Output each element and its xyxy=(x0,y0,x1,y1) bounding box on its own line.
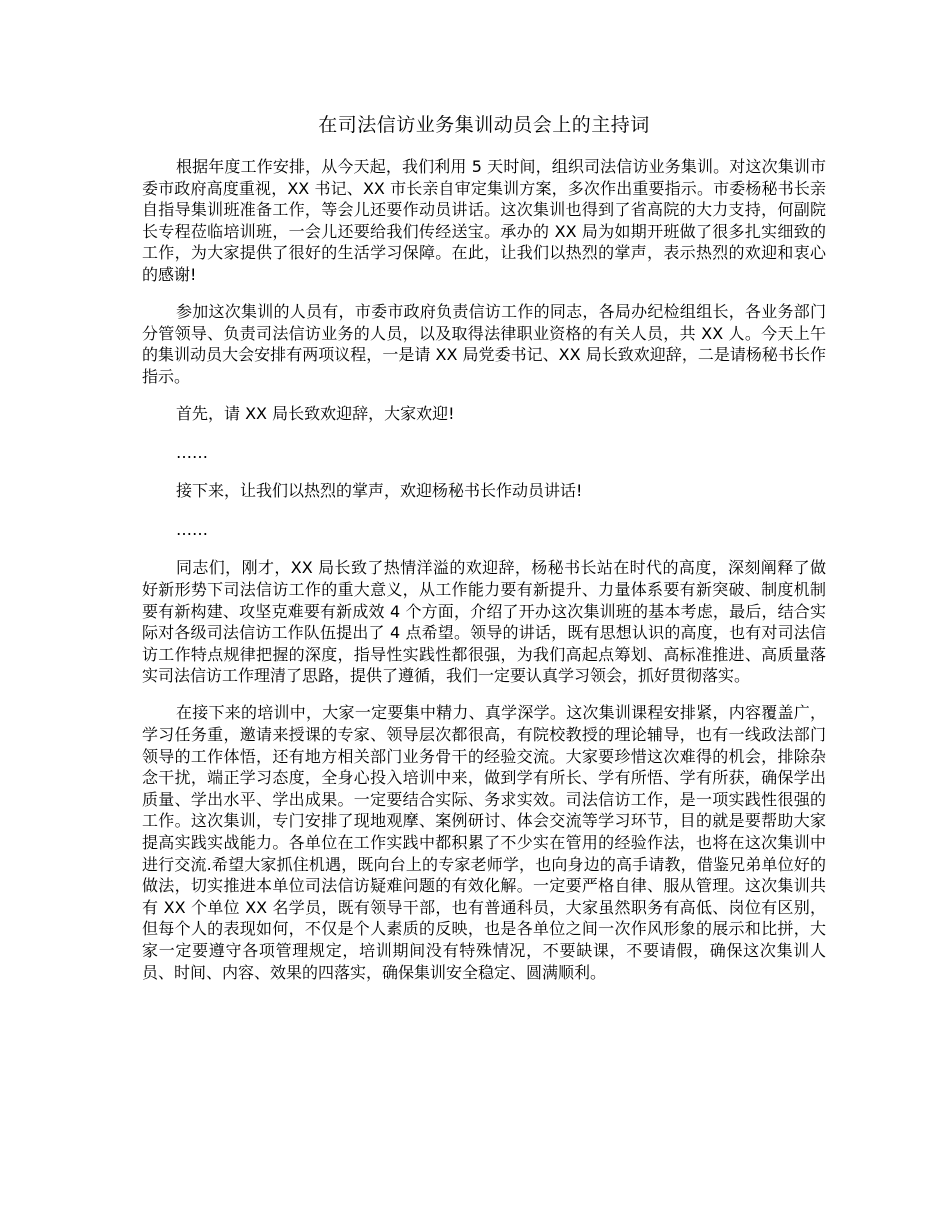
paragraph-attendees: 参加这次集训的人员有，市委市政府负责信访工作的同志，各局办纪检组组长，各业务部门分管领导、负责司法信访业务的人员，以及取得法律职业资格的有关人员，共 XX 人。今天上午的集训动员大会安排有两项议程，一是请 XX 局党委书记、XX 局长致欢迎辞，二是请杨秘书长作指示。 xyxy=(142,302,826,386)
paragraph-welcome-invite: 首先，请 XX 局长致欢迎辞，大家欢迎! xyxy=(176,403,455,423)
document-page xyxy=(142,108,826,999)
paragraph-ellipsis-1: …… xyxy=(176,442,208,462)
paragraph-ellipsis-2: …… xyxy=(176,519,208,539)
paragraph-speech-invite: 接下来，让我们以热烈的掌声，欢迎杨秘书长作动员讲话! xyxy=(176,481,583,501)
document-title: 在司法信访业务集训动员会上的主持词 xyxy=(318,114,650,136)
paragraph-requirements: 在接下来的培训中，大家一定要集中精力、真学深学。这次集训课程安排紧，内容覆盖广，学习任务重，邀请来授课的专家、领导层次都很高，有院校教授的理论辅导，也有一线政法部门领导的工作体悟，还有地方相关部门业务骨干的经验交流。大家要珍惜这次难得的机会，排除杂念干扰，端正学习态度，全身心投入培训中来，做到学有所长、学有所悟、学有所获，确保学出质量、学出水平、学出成果。一定要结合实际、务求实效。司法信访工作，是一项实践性很强的工作。这次集训，专门安排了现地观摩、案例研讨、体会交流等学习环节，目的就是要帮助大家提高实践实战能力。各单位在工作实践中都积累了不少实在管用的经验作法，也将在这次集训中进行交流.希望大家抓住机遇，既向台上的专家老师学，也向身边的高手请教，借鉴兄弟单位好的做法，切实推进本单位司法信访疑难问题的有效化解。一定要严格自律、服从管理。这次集训共有 XX 个单位 XX 名学员，既有领导干部，也有普通科员，大家虽然职务有高低、岗位有区别，但每个人的表现如何，不仅是个人素质的反映，也是各单位之间一次作风形象的展示和比拼，大家一定要遵守各项管理规定，培训期间没有特殊情况，不要缺课，不要请假，确保这次集训人员、时间、内容、效果的四落实，确保集训安全稳定、圆满顺利。 xyxy=(142,703,826,982)
paragraph-opening: 根据年度工作安排，从今天起，我们利用 5 天时间，组织司法信访业务集训。对这次集训市委市政府高度重视，XX 书记、XX 市长亲自审定集训方案，多次作出重要指示。市委杨秘书长亲自指导集训班准备工作，等会儿还要作动员讲话。这次集训也得到了省高院的大力支持，何副院长专程莅临培训班，一会儿还要给我们传经送宝。承办的 XX 局为如期开班做了很多扎实细致的工作，为大家提供了很好的生活学习保障。在此，让我们以热烈的掌声，表示热烈的欢迎和衷心的感谢! xyxy=(142,157,826,284)
paragraph-summary: 同志们，刚才，XX 局长致了热情洋溢的欢迎辞，杨秘书长站在时代的高度，深刻阐释了做好新形势下司法信访工作的重大意义，从工作能力要有新提升、力量体系要有新突破、制度机制要有新构建、攻坚克难要有新成效 4 个方面，介绍了开办这次集训班的基本考虑，最后，结合实际对各级司法信访工作队伍提出了 4 点希望。领导的讲话，既有思想认识的高度，也有对司法信访工作特点规律把握的深度，指导性实践性都很强，为我们高起点筹划、高标准推进、高质量落实司法信访工作理清了思路，提供了遵循，我们一定要认真学习领会，抓好贯彻落实。 xyxy=(142,558,826,686)
